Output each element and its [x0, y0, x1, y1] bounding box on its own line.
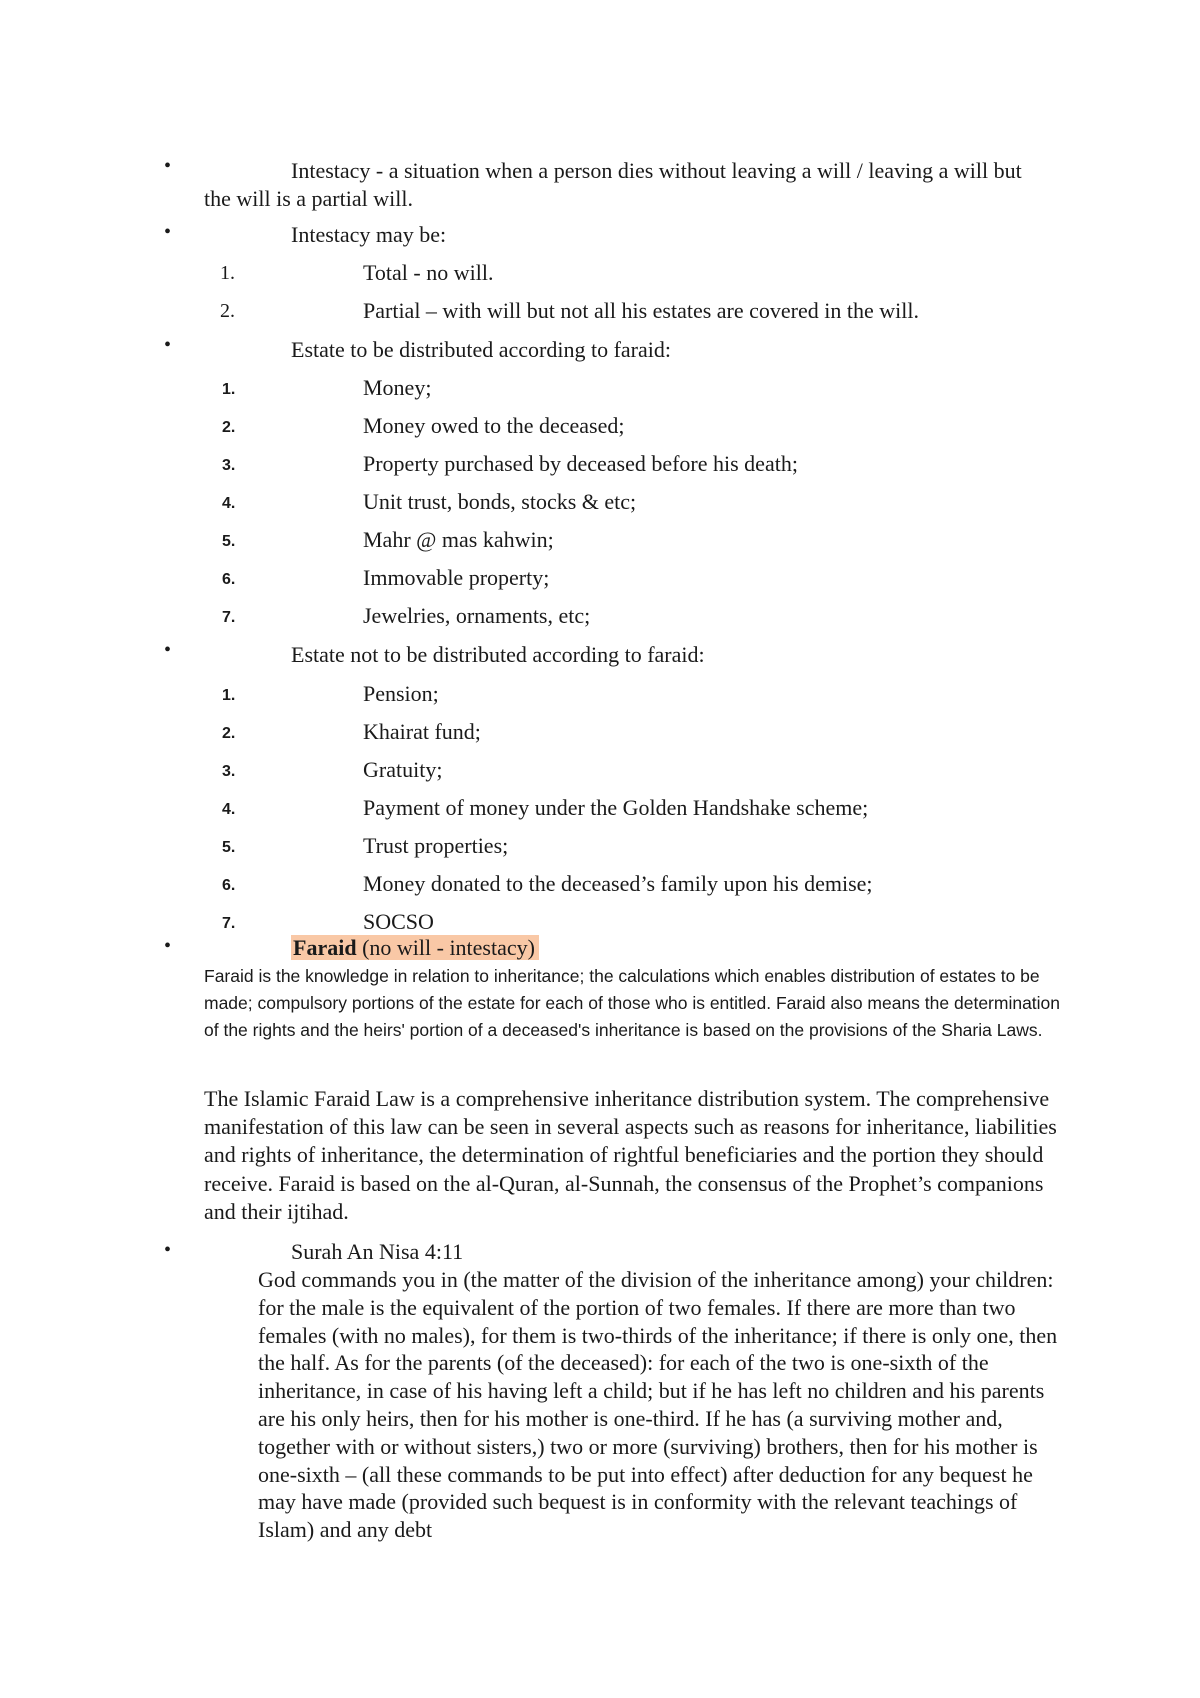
list-item: Unit trust, bonds, stocks & etc;	[363, 489, 637, 514]
list-number: 7.	[222, 915, 236, 932]
list-item: Money;	[363, 375, 432, 400]
not-distributed-heading: Estate not to be distributed according to faraid:	[291, 642, 705, 667]
list-item: Partial – with will but not all his estates are covered in the will.	[363, 298, 919, 323]
list-number: 3.	[222, 457, 236, 474]
list-number: 2.	[222, 725, 236, 742]
list-number: 2.	[220, 300, 235, 322]
list-item: Trust properties;	[363, 833, 509, 858]
surah-quote: God commands you in (the matter of the division of the inheritance among) your children: for the male is the equivalent of the portion of two females. If there are more than two females (with no males), for them is two-thirds of the inheritance; if there is only one, then the half. As for the parents (of the deceased): for each of the two is one-sixth of the inheritance, in case of his having left a child; but if he has left no children and his parents are his only heirs, then for his mother is one-third. If he has (a surviving mother and, together with or without sisters,) two or more (surviving) brothers, then for his mother is one-sixth – (all these commands to be put into effect) after deduction for any bequest he may have made (provided such bequest is in conformity with the relevant teachings of Islam) and any debt	[258, 1267, 1058, 1543]
faraid-heading-highlight	[291, 935, 539, 960]
list-number: 7.	[222, 609, 236, 626]
list-item: Payment of money under the Golden Handshake scheme;	[363, 795, 869, 820]
faraid-heading-bold: Faraid	[293, 935, 357, 960]
list-item: SOCSO	[363, 909, 434, 934]
bullet-marker: •	[164, 1239, 172, 1261]
list-number: 6.	[222, 571, 236, 588]
list-number: 3.	[222, 763, 236, 780]
bullet-marker: •	[164, 334, 172, 356]
faraid-definition: Faraid is the knowledge in relation to inheritance; the calculations which enables distribution of estates to be made; compulsory portions of the estate for each of those who is entitled. Faraid also means the determination of the rights and the heirs' portion of a deceased's inheritance is based on the provisions of the Sharia Laws.	[204, 966, 1061, 1040]
list-number: 1.	[222, 687, 236, 704]
bullet-marker: •	[164, 221, 172, 243]
list-number: 5.	[222, 533, 236, 550]
intestacy-types-heading: Intestacy may be:	[291, 222, 447, 247]
list-item: Immovable property;	[363, 565, 550, 590]
list-item: Mahr @ mas kahwin;	[363, 527, 554, 552]
bullet-marker: •	[164, 155, 172, 177]
faraid-heading	[291, 934, 539, 962]
surah-heading: Surah An Nisa 4:11	[291, 1239, 464, 1264]
list-item: Property purchased by deceased before his death;	[363, 451, 798, 476]
list-item: Pension;	[363, 681, 439, 706]
list-number: 4.	[222, 801, 236, 818]
list-item: Money donated to the deceased’s family upon his demise;	[363, 871, 873, 896]
intestacy-definition-text: Intestacy - a situation when a person dies without leaving a will / leaving a will but the will is a partial will.	[204, 158, 1022, 211]
list-item: Jewelries, ornaments, etc;	[363, 603, 591, 628]
list-number: 1.	[222, 381, 236, 398]
list-item: Money owed to the deceased;	[363, 413, 625, 438]
list-number: 4.	[222, 495, 236, 512]
list-number: 6.	[222, 877, 236, 894]
distributed-heading: Estate to be distributed according to faraid:	[291, 337, 671, 362]
list-number: 5.	[222, 839, 236, 856]
list-number: 1.	[220, 262, 235, 284]
bullet-marker: •	[164, 639, 172, 661]
intestacy-definition	[204, 157, 1044, 213]
bullet-marker: •	[164, 935, 172, 957]
faraid-heading-rest: (no will - intestacy)	[356, 935, 535, 960]
faraid-law-paragraph: The Islamic Faraid Law is a comprehensive inheritance distribution system. The comprehensive manifestation of this law can be seen in several aspects such as reasons for inheritance, liabilities and rights of inheritance, the determination of rightful beneficiaries and the portion they should receive. Faraid is based on the al-Quran, al-Sunnah, the consensus of the Prophet’s companions and their ijtihad.	[204, 1086, 1057, 1224]
list-item: Gratuity;	[363, 757, 443, 782]
list-number: 2.	[222, 419, 236, 436]
list-item: Total - no will.	[363, 260, 494, 285]
list-item: Khairat fund;	[363, 719, 481, 744]
